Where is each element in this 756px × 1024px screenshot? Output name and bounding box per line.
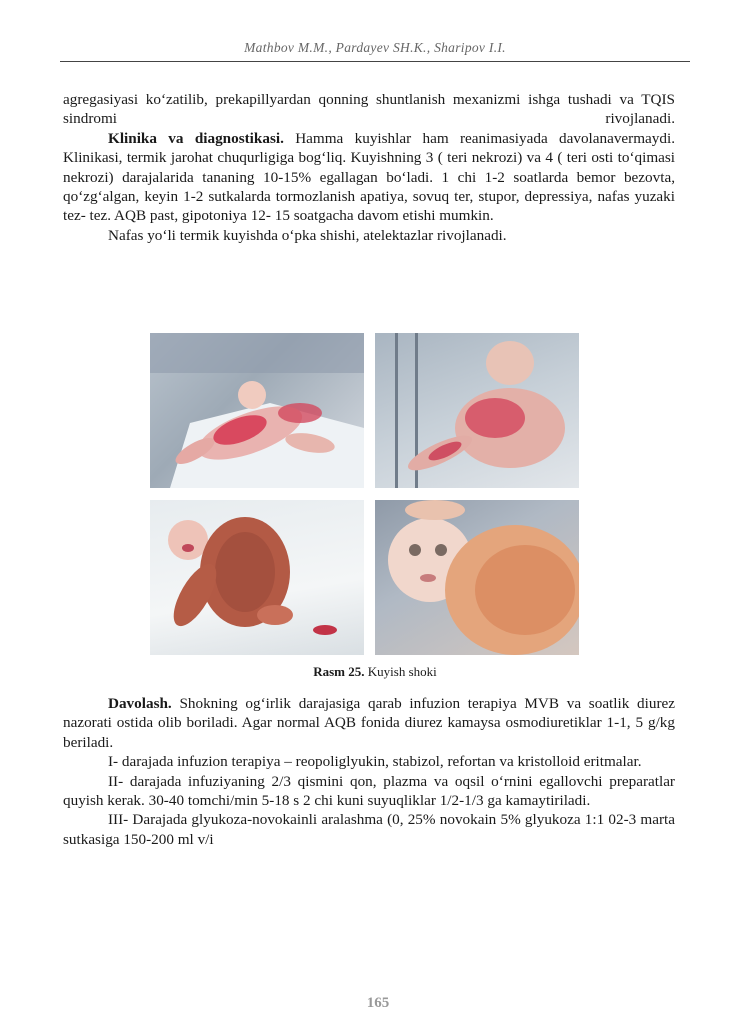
paragraph: II- darajada infuziyaning 2/3 qismini qon, plazma va oqsil o‘rnini egallovchi preparatlar quyish kerak. 30-40 tomchi/min 5-18 s 2 chi kuni suyuqliklar 1/2-1/3 ga kamaytiriladi. [63, 772, 675, 810]
paragraph: agregasiyasi ko‘zatilib, prekapillyardan qonning shuntlanish mexanizmi ishga tushadi va TQIS sindromi rivojlanadi. [63, 91, 675, 128]
paragraph-text: Shokning og‘irlik darajasiga qarab infuzion terapiya MVB va soatlik diurez nazorati ostida olib boriladi. Agar normal AQB fonida diurez kamaysa osmodiuretiklar 1-1, 5 g/kg beriladi. [63, 695, 675, 751]
text-section-clinic [63, 90, 675, 245]
burn-photo-2 [375, 333, 579, 488]
section-heading: Davolash. [108, 695, 172, 712]
figure-title: Kuyish shoki [364, 664, 437, 679]
figure-number: Rasm 25. [313, 664, 365, 679]
section-heading: Klinika va diagnostikasi. [108, 129, 284, 147]
paragraph-text: Hamma kuyishlar ham reanimasiyada davolanavermaydi. Klinikasi, termik jarohat chuqurligiga bog‘liq. Kuyishning 3 ( teri nekrozi) va 4 ( teri osti to‘qimasi nekrozi) darajalarida tananing 10-15% egallagan bo‘ladi. 1 chi 1-2 soatlarda bemor bezovta, qo‘zg‘algan, keyin 1-2 sutkalarda tormozlanish apatiya, sovuq ter, stupor, depressiya, nafas yuzaki tez- tez. AQB past, gipotoniya 12- 15 soatgacha davom etishi mumkin. [63, 129, 675, 225]
figure-caption [60, 664, 690, 680]
text-section-treatment [63, 694, 675, 849]
burn-photo-4 [375, 500, 579, 655]
page-number: 165 [366, 995, 390, 1011]
header-rule [60, 61, 690, 62]
paragraph [63, 694, 675, 752]
running-header: Mathbov M.M., Pardayev SH.K., Sharipov I.I. [244, 40, 506, 55]
burn-photo-3 [150, 500, 364, 655]
paragraph [63, 129, 675, 226]
paragraph: I- darajada infuzion terapiya – reopoliglyukin, stabizol, refortan va kristolloid eritmalar. [108, 753, 642, 771]
paragraph: III- Darajada glyukoza-novokainli aralashma (0, 25% novokain 5% glyukoza 1:1 02-3 marta sutkasiga 150-200 ml v/i [63, 811, 675, 848]
paragraph: Nafas yo‘li termik kuyishda o‘pka shishi, atelektazlar rivojlanadi. [108, 226, 507, 244]
burn-photo-1 [150, 333, 364, 488]
